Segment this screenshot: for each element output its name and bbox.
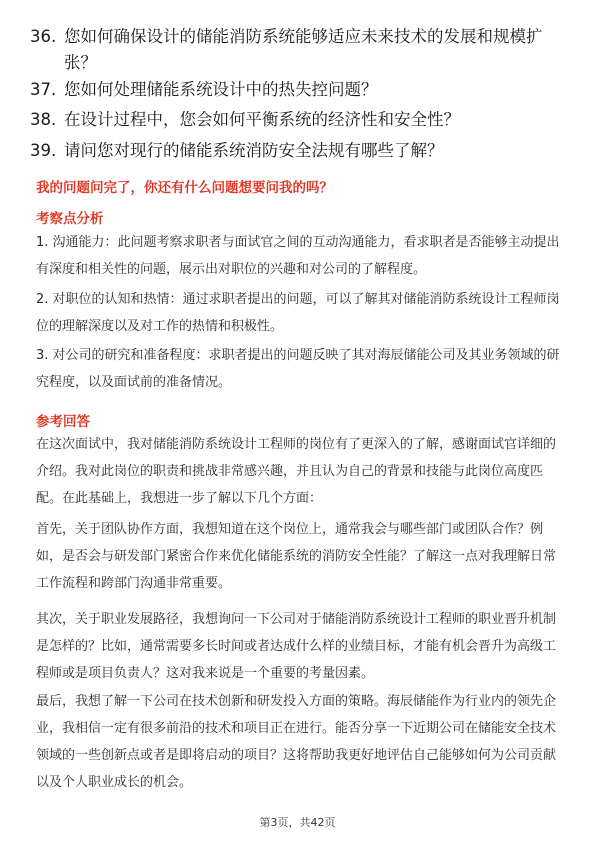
question-39: [30, 138, 570, 164]
answer-paragraph-4: 最后，我想了解一下公司在技术创新和研发投入方面的策略。海辰储能作为行业内的领先企业，我相信一定有很多前沿的技术和项目正在进行。能否分享一下近期公司在储能安全技术领域的一些创新点或者是即将启动的项目？这将帮助我更好地评估自己能够如何为公司贡献以及个人职业成长的机会。: [36, 694, 557, 790]
answer-paragraph-1: 在这次面试中，我对储能消防系统设计工程师的岗位有了更深入的了解，感谢面试官详细的介绍。我对此岗位的职责和挑战非常感兴趣，并且认为自己的背景和技能与此岗位高度匹配。在此基础上，我想进一步了解以下几个方面：: [36, 437, 557, 506]
question-number: 38.: [30, 110, 57, 129]
question-36: [30, 24, 570, 76]
answer-paragraph-2: 首先，关于团队协作方面，我想知道在这个岗位上，通常我会与哪些部门或团队合作？例如，是否会与研发部门紧密合作来优化储能系统的消防安全性能？了解这一点对我理解日常工作流程和跨部门沟通非常重要。: [36, 522, 557, 591]
analysis-item-3: 3. 对公司的研究和准备程度：求职者提出的问题反映了其对海辰储能公司及其业务领域的研究程度，以及面试前的准备情况。: [36, 348, 560, 390]
analysis-heading: 考察点分析: [36, 211, 104, 227]
question-number: 37.: [30, 80, 57, 99]
question-38: [30, 107, 570, 133]
question-number: 36.: [30, 27, 57, 46]
page-footer: 第3页，共42页: [259, 816, 336, 829]
question-number: 39.: [30, 141, 57, 160]
question-text: 在设计过程中，您会如何平衡系统的经济性和安全性？: [64, 110, 460, 129]
question-text: 请问您对现行的储能系统消防安全法规有哪些了解？: [64, 141, 444, 160]
question-text: 您如何确保设计的储能消防系统能够适应未来技术的发展和规模扩张？: [64, 27, 543, 72]
analysis-item-2: 2. 对职位的认知和热情：通过求职者提出的问题，可以了解其对储能消防系统设计工程师岗位的理解深度以及对工作的热情和积极性。: [36, 292, 560, 334]
answer-heading: 参考回答: [36, 414, 90, 430]
prompt-heading: 我的问题问完了，你还有什么问题想要问我的吗？: [36, 180, 333, 196]
analysis-item-1: 1. 沟通能力：此问题考察求职者与面试官之间的互动沟通能力，看求职者是否能够主动提出有深度和相关性的问题，展示出对职位的兴趣和对公司的了解程度。: [36, 235, 560, 277]
question-text: 您如何处理储能系统设计中的热失控问题？: [64, 80, 378, 99]
question-37: [30, 77, 570, 103]
answer-paragraph-3: 其次，关于职业发展路径，我想询问一下公司对于储能消防系统设计工程师的职业晋升机制是怎样的？比如，通常需要多长时间或者达成什么样的业绩目标，才能有机会晋升为高级工程师或是项目负责人？这对我来说是一个重要的考量因素。: [36, 612, 557, 681]
